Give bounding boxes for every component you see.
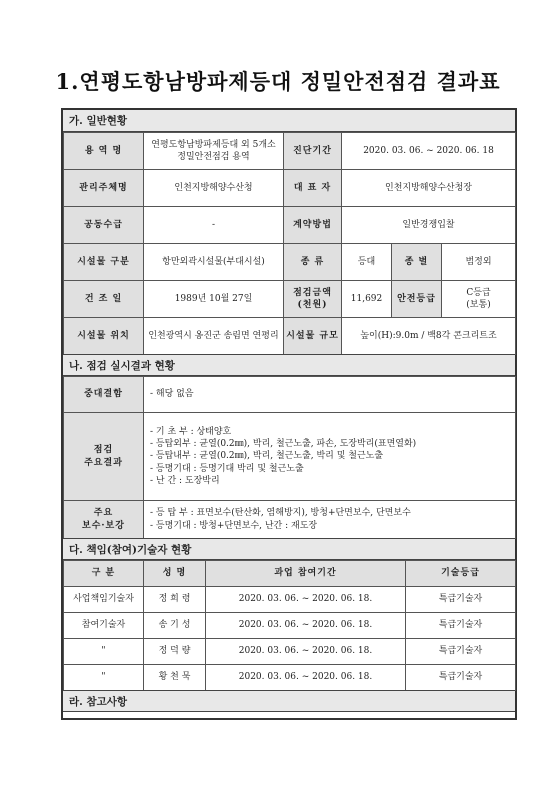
engineer-period: 2020. 03. 06. ~ 2020. 06. 18. [206,587,406,613]
project-line-2: 정밀안전점검 용역 [177,152,250,162]
main-results-label-line-1: 점검 [93,445,114,456]
major-defect-label: 중대결함 [64,377,144,413]
engineer-grade: 특급기술자 [406,613,516,639]
column-header: 기술등급 [406,561,516,587]
project-line-1: 연평도항남방파제등대 외 5개소 [151,139,276,150]
table-row [64,281,516,318]
list-item: - 등탑외부 : 균열(0.2㎜), 박리, 철근노출, 파손, 도장박리(표면열화) [150,439,417,450]
facility-class-label: 시설물 구분 [64,244,144,281]
scale-label: 시설물 규모 [284,318,342,355]
representative-value: 인천지방해양수산청장 [342,170,516,207]
engineer-name: 송 기 성 [144,613,206,639]
amount-label-line-2: (천원) [297,300,328,310]
repair-label-line-2: 보수·보강 [82,520,125,531]
table-row [64,639,516,665]
engineer-name: 정 희 령 [144,587,206,613]
engineer-grade: 특급기술자 [406,587,516,613]
table-header-row [64,561,516,587]
facility-class-value: 항만외곽시설물(부대시설) [144,244,284,281]
manager-value: 인천지방해양수산청 [144,170,284,207]
column-header: 성 명 [144,561,206,587]
facility-grade-value: 범정외 [442,244,516,281]
safety-grade-line-1: C등급 [466,287,491,298]
amount-label [284,281,342,318]
engineer-period: 2020. 03. 06. ~ 2020. 06. 18. [206,613,406,639]
joint-contract-value: - [144,207,284,244]
major-defect-value: - 해당 없음 [144,377,516,413]
table-row [64,133,516,170]
facility-grade-label: 종 별 [392,244,442,281]
engineer-period: 2020. 03. 06. ~ 2020. 06. 18. [206,639,406,665]
built-date-value: 1989년 10월 27일 [144,281,284,318]
facility-type-label: 종 류 [284,244,342,281]
engineers-table [63,560,516,691]
table-row [64,665,516,691]
project-label: 용 역 명 [64,133,144,170]
manager-label: 관리주체명 [64,170,144,207]
table-row [64,587,516,613]
built-date-label: 건 조 일 [64,281,144,318]
list-item: - 등명기대 : 방청+단면보수, 난간 : 재도장 [150,520,318,531]
engineer-period: 2020. 03. 06. ~ 2020. 06. 18. [206,665,406,691]
list-item: - 등명기대 : 등명기대 박리 및 철근노출 [150,463,304,474]
section-general-header: 가. 일반현황 [63,110,515,132]
list-item: - 등탑내부 : 균열(0.2㎜), 박리, 철근노출, 박리 및 철근노출 [150,451,384,462]
safety-grade-value [442,281,516,318]
result-form [61,108,517,720]
table-row [64,170,516,207]
section-results-header: 나. 점검 실시결과 현황 [63,354,515,376]
table-row [64,244,516,281]
contract-method-label: 계약방법 [284,207,342,244]
engineer-role: " [64,665,144,691]
main-results-list [144,413,516,501]
scale-value: 높이(H):9.0m / 백8각 콘크리트조 [342,318,516,355]
column-header: 구 분 [64,561,144,587]
engineer-role: " [64,639,144,665]
table-row [64,501,516,539]
amount-value: 11,692 [342,281,392,318]
list-item: - 기 초 부 : 상태양호 [150,427,232,438]
list-item: - 난 간 : 도장박리 [150,475,220,486]
repair-label-line-1: 주요 [93,508,114,519]
contract-method-value: 일반경쟁입찰 [342,207,516,244]
column-header: 과업 참여기간 [206,561,406,587]
safety-grade-line-2: (보통) [466,300,491,310]
engineer-grade: 특급기술자 [406,639,516,665]
project-value [144,133,284,170]
table-row [64,207,516,244]
repair-list [144,501,516,539]
location-label: 시설물 위치 [64,318,144,355]
period-value: 2020. 03. 06. ~ 2020. 06. 18 [342,133,516,170]
safety-grade-label: 안전등급 [392,281,442,318]
results-table [63,376,516,539]
facility-type-value: 등대 [342,244,392,281]
repair-label [64,501,144,539]
general-table [63,132,516,355]
period-label: 진단기간 [284,133,342,170]
engineer-grade: 특급기술자 [406,665,516,691]
engineer-role: 참여기술자 [64,613,144,639]
engineer-role: 사업책임기술자 [64,587,144,613]
section-notes-header: 라. 참고사항 [63,690,515,712]
main-results-label-line-2: 주요결과 [84,457,123,468]
table-row [64,318,516,355]
table-row [64,413,516,501]
amount-label-line-1: 점검금액 [293,287,332,298]
engineer-name: 황 천 묵 [144,665,206,691]
joint-contract-label: 공동수급 [64,207,144,244]
page-title: 1.연평도항남방파제등대 정밀안전점검 결과표 [55,69,501,94]
engineer-name: 정 덕 량 [144,639,206,665]
representative-label: 대 표 자 [284,170,342,207]
section-engineers-header: 다. 책임(참여)기술자 현황 [63,538,515,560]
location-value: 인천광역시 옹진군 송림면 연평리 [144,318,284,355]
table-row [64,613,516,639]
table-row [64,377,516,413]
main-results-label [64,413,144,501]
list-item: - 등 탑 부 : 표면보수(탄산화, 염해방지), 방청+단면보수, 단면보수 [150,508,411,519]
